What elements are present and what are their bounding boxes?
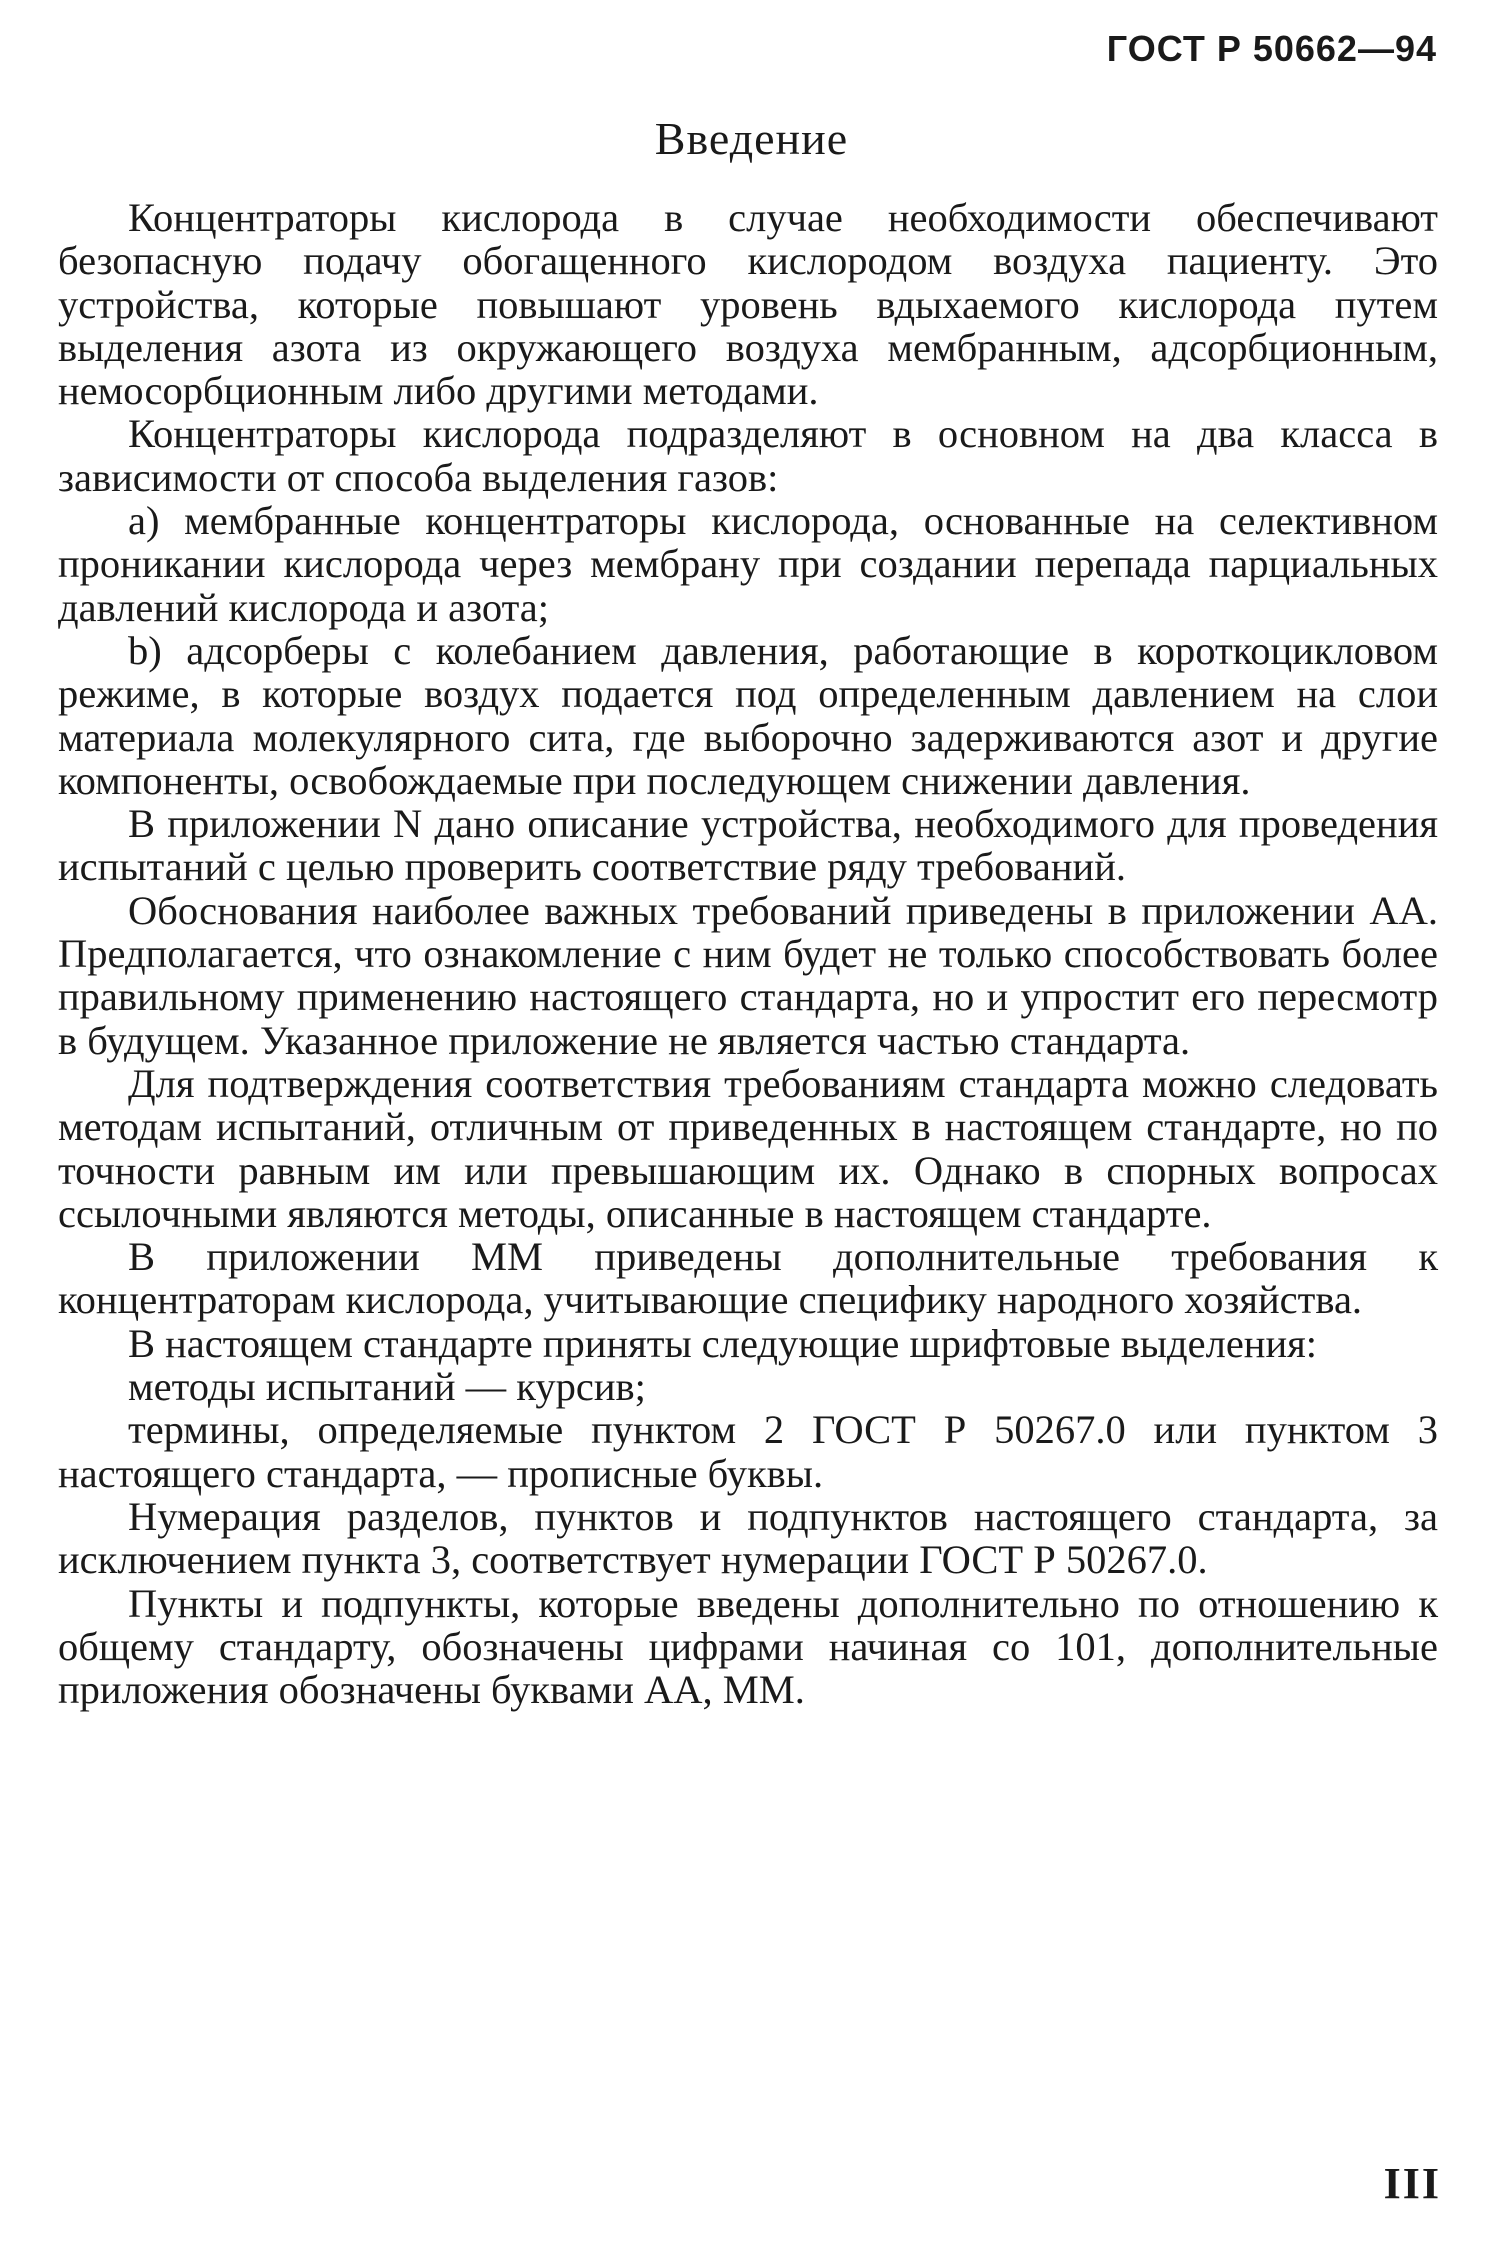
list-item: методы испытаний — курсив;: [128, 1364, 646, 1410]
paragraph: В приложении ММ приведены дополнительные требования к концентраторам кислорода, учитывающие специфику народного хозяйства.: [58, 1234, 1438, 1323]
paragraph: Для подтверждения соответствия требованиям стандарта можно следовать методам испытаний, отличным от приведенных в настоящем стандарте, но по точности равным им или превышающим их. Однако в спорных вопросах ссылочными являются методы, описанные в настоящем стандарте.: [58, 1060, 1438, 1236]
paragraph: Концентраторы кислорода подразделяют в основном на два класса в зависимости от способа выделения газов:: [58, 411, 1438, 500]
page-number: III: [1383, 2159, 1441, 2208]
document-id-header: ГОСТ Р 50662—94: [1106, 28, 1437, 69]
paragraph: Пункты и подпункты, которые введены дополнительно по отношению к общему стандарту, обозначены цифрами начиная со 101, дополнительные приложения обозначены буквами АА, ММ.: [58, 1580, 1438, 1713]
list-item: b) адсорберы с колебанием давления, работающие в короткоцикловом режиме, в которые воздух подается под определенным давлением на слои материала молекулярного сита, где выборочно задерживаются азот и другие компоненты, освобождаемые при последующем снижении давления.: [58, 627, 1438, 803]
list-item: а) мембранные концентраторы кислорода, основанные на селективном проникании кислорода через мембрану при создании перепада парциальных давлений кислорода и азота;: [58, 498, 1438, 630]
list-item: термины, определяемые пунктом 2 ГОСТ Р 50267.0 или пунктом 3 настоящего стандарта, — прописные буквы.: [58, 1407, 1438, 1496]
paragraph: Нумерация разделов, пунктов и подпунктов настоящего стандарта, за исключением пункта 3, соответствует нумерации ГОСТ Р 50267.0.: [58, 1493, 1438, 1583]
paragraph: В приложении N дано описание устройства, необходимого для проведения испытаний с целью проверить соответствие ряду требований.: [58, 801, 1438, 890]
paragraph: Обоснования наиболее важных требований приведены в приложении АА. Предполагается, что ознакомление с ним будет не только способствовать более правильному применению настоящего стандарта, но и упростит его пересмотр в будущем. Указанное приложение не является частью стандарта.: [58, 887, 1438, 1063]
paragraph: Концентраторы кислорода в случае необходимости обеспечивают безопасную подачу обогащенного кислородом воздуха пациенту. Это устройства, которые повышают уровень вдыхаемого кислорода путем выделения азота из окружающего воздуха мембранным, адсорбционным, немосорбционным либо другими методами.: [58, 195, 1438, 414]
document-body: [58, 196, 1438, 1711]
section-title: Введение: [654, 113, 849, 164]
paragraph: В настоящем стандарте приняты следующие шрифтовые выделения:: [128, 1320, 1318, 1366]
